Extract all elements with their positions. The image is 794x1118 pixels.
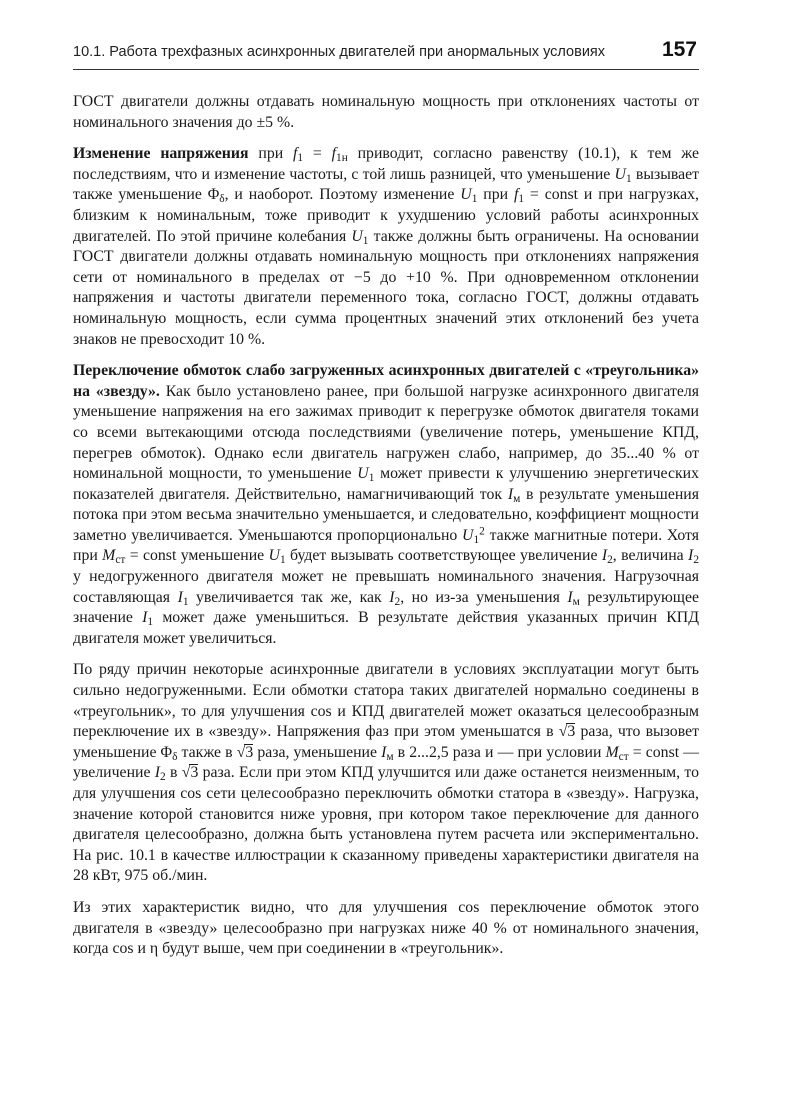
section-heading-voltage: Изменение напряжения [73, 145, 249, 163]
paragraph-4: По ряду причин некоторые асинхронные двигатели в условиях эксплуатации могут быть сильно недогруженными. Если обмотки статора таких двигателей нормально соединены в «треугольник», то для улучшения cos и КПД двигателей может оказаться целесообразным переключение их в «звезду». Напряжения фаз при этом уменьшатся в √3 раза, что вызовет уменьшение $\Phi_\delta$ также в √3 раза, уменьшение $I_м$ в 2...2,5 раза и — при условии $M_{ст}$ = const — увеличение $I_2$ в √3 раза. Если при этом КПД улучшится или даже останется неизменным, то для улучшения cos сети целесообразно переключить обмотки статора в «звезду». Нагрузка, значение которой становится ниже уровня, при котором такое переключение для данного двигателя целесообразно, должна быть установлена путем расчета или экспериментально. На рис. 10.1 в качестве иллюстрации к сказанному приведены характеристики двигателя на 28 кВт, 975 об./мин. [73, 661, 699, 885]
paragraph-1: ГОСТ двигатели должны отдавать номинальную мощность при отклонениях частоты от номинального значения до ±5 %. [73, 93, 699, 131]
paragraph-3: Переключение обмоток слабо загруженных асинхронных двигателей с «треугольника» на «звезду». Как было установлено ранее, при большой нагрузке асинхронного двигателя уменьшение напряжения на его зажимах приводит к перегрузке обмоток двигателя токами со всеми вытекающими отсюда последствиями (увеличение потерь, уменьшение КПД, перегрев обмоток). Однако если двигатель нагружен слабо, например, до 35...40 % от номинальной мощности, то уменьшение $U_1$ может привести к улучшению энергетических показателей двигателя. Действительно, намагничивающий ток $I_м$ в результате уменьшения потока при этом весьма значительно уменьшается, и следовательно, коэффициент мощности заметно увеличивается. Уменьшаются пропорционально $U_1^2$ также магнитные потери. Хотя при $M_{ст}$ = const уменьшение $U_1$ будет вызывать соответствующее увеличение $I_2$, величина $I_2$ у недогруженного двигателя может не превышать номинального значения. Нагрузочная составляющая $I_1$ увеличивается так же, как $I_2$, но из-за уменьшения $I_м$ результирующее значение $I_1$ может даже уменьшиться. В результате действия указанных причин КПД двигателя может увеличиться. [73, 362, 700, 647]
header-title: 10.1. Работа трехфазных асинхронных двигателей при анормальных условиях [73, 44, 606, 60]
body-text [73, 92, 699, 971]
page-number: 157 [661, 38, 697, 61]
paragraph-5: Из этих характеристик видно, что для улучшения cos переключение обмоток этого двигателя в «звезду» целесообразно при нагрузках ниже 40 % от номинального значения, когда cos и η будут выше, чем при соединении в «треугольник». [73, 898, 699, 958]
header-rule [73, 69, 699, 70]
paragraph-2: Изменение напряжения при $f_1 = f_{1н}$ приводит, согласно равенству (10.1), к тем же последствиям, что и изменение частоты, с той лишь разницей, что уменьшение $U_1$ вызывает также уменьшение $\Phi_\delta$, и наоборот. Поэтому изменение $U_1$ при $f_1$ = const и при нагрузках, близким к номинальным, тоже приводит к ухудшению условий работы асинхронных двигателей. По этой причине колебания $U_1$ также должны быть ограничены. На основании ГОСТ двигатели должны отдавать номинальную мощность при отклонениях напряжения сети от номинального в пределах от −5 до +10 %. При одновременном отклонении напряжения и частоты двигатели переменного тока, согласно ГОСТ, должны отдавать номинальную мощность, если сумма процентных значений этих отклонений без учета знаков не превосходит 10 %. [73, 145, 700, 348]
section-heading-switching: Переключение обмоток слабо загруженных асинхронных двигателей с «треугольника» на «звезду». [73, 362, 699, 400]
running-header [73, 38, 699, 66]
